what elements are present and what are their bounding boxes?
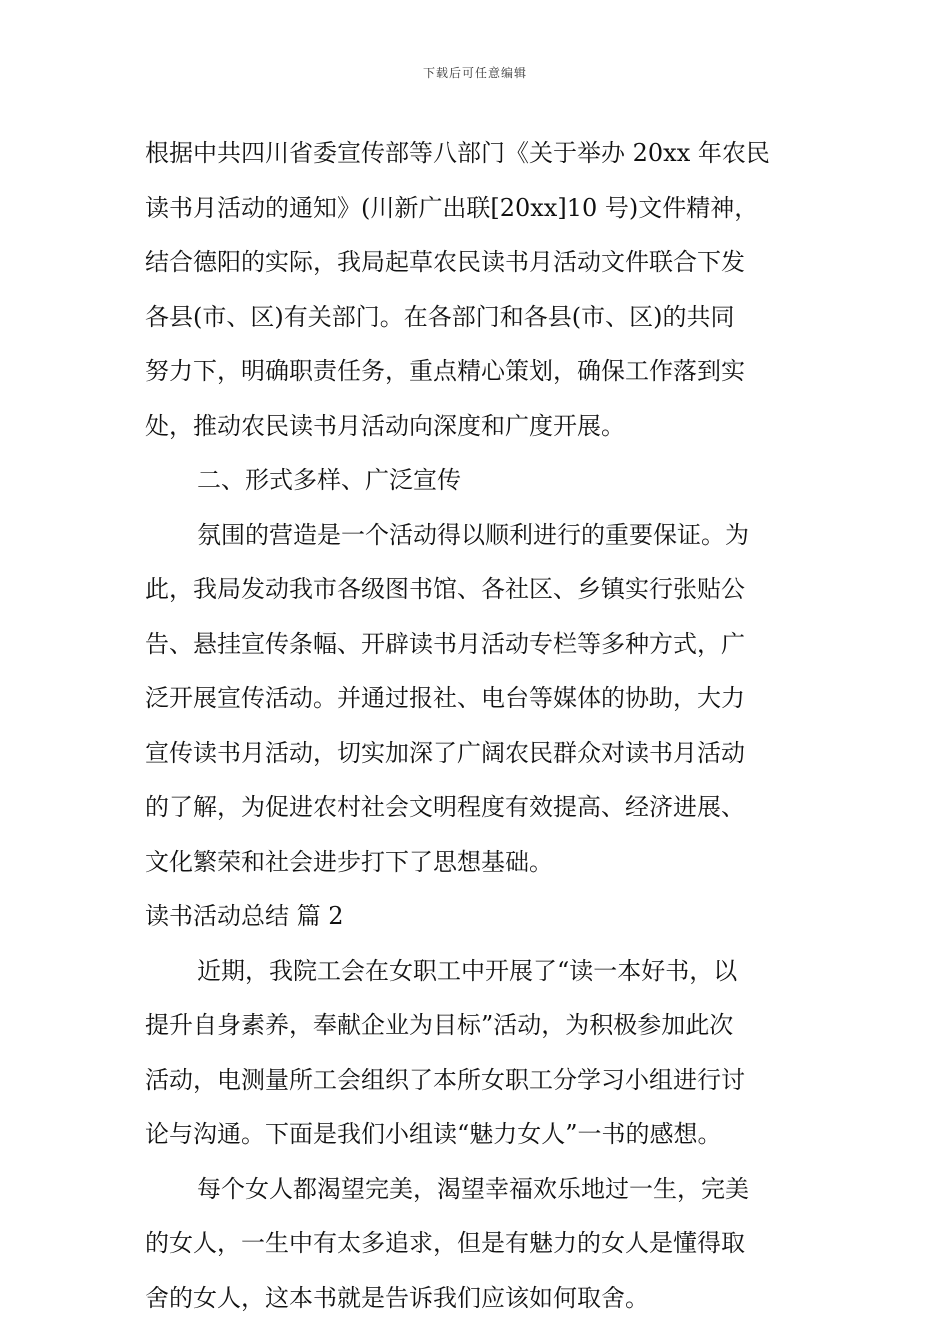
paragraph-line: 的女人，一生中有太多追求，但是有魅力的女人是懂得取 xyxy=(145,1229,745,1257)
paragraph-line: 活动，电测量所工会组织了本所女职工分学习小组进行讨 xyxy=(145,1065,745,1094)
paragraph-line: 泛开展宣传活动。并通过报社、电台等媒体的协助，大力 xyxy=(145,684,745,712)
paragraph-line: 努力下，明确职责任务，重点精心策划，确保工作落到实 xyxy=(145,357,745,385)
section-heading: 二、形式多样、广泛宣传 xyxy=(197,466,461,494)
paragraph-line: 文化繁荣和社会进步打下了思想基础。 xyxy=(145,847,553,876)
paragraph-line: 宣传读书月活动，切实加深了广阔农民群众对读书月活动 xyxy=(145,738,745,767)
paragraph-line: 论与沟通。下面是我们小组读“魅力女人”一书的感想。 xyxy=(145,1120,722,1148)
paragraph-line: 的了解，为促进农村社会文明程度有效提高、经济进展、 xyxy=(145,793,745,821)
paragraph-line: 提升自身素养，奉献企业为目标”活动，为积极参加此次 xyxy=(145,1011,734,1039)
paragraph-line: 氛围的营造是一个活动得以顺利进行的重要保证。为 xyxy=(197,520,749,549)
paragraph-line: 处，推动农民读书月活动向深度和广度开展。 xyxy=(145,411,625,440)
paragraph-line: 告、悬挂宣传条幅、开辟读书月活动专栏等多种方式，广 xyxy=(145,629,745,658)
paragraph-line: 根据中共四川省委宣传部等八部门《关于举办 20xx 年农民 xyxy=(145,139,770,167)
paragraph-line: 读书月活动的通知》(川新广出联[20xx]10 号)文件精神， xyxy=(145,193,759,222)
article-title: 读书活动总结 篇 2 xyxy=(145,902,344,930)
header-note: 下载后可任意编辑 xyxy=(422,66,527,80)
document-body xyxy=(145,126,809,1325)
paragraph-line: 近期，我院工会在女职工中开展了“读一本好书，以 xyxy=(197,956,738,985)
paragraph-line: 此，我局发动我市各级图书馆、各社区、乡镇实行张贴公 xyxy=(145,575,745,603)
paragraph-line: 各县(市、区)有关部门。在各部门和各县(市、区)的共同 xyxy=(145,302,735,331)
paragraph-line: 每个女人都渴望完美，渴望幸福欢乐地过一生，完美 xyxy=(197,1174,749,1203)
paragraph-line: 结合德阳的实际，我局起草农民读书月活动文件联合下发 xyxy=(145,248,745,276)
paragraph-line: 舍的女人，这本书就是告诉我们应该如何取舍。 xyxy=(145,1283,649,1312)
